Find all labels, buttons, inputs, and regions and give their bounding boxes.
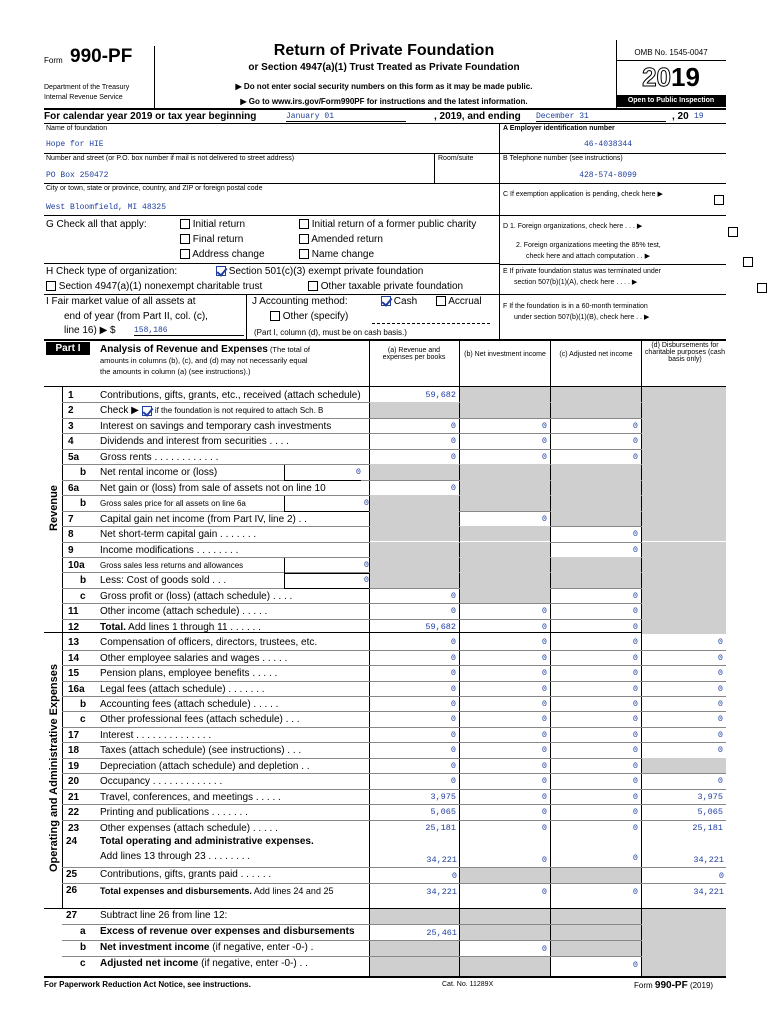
line-value-c[interactable]: 0 [632, 668, 638, 679]
line-number: 10a [68, 559, 85, 571]
amended-return-checkbox[interactable] [299, 234, 309, 244]
line-value-c[interactable]: 0 [632, 729, 638, 740]
line-number: 9 [68, 544, 74, 556]
line-26-col-d[interactable]: 34,221 [693, 887, 724, 897]
line-sub-letter: b [80, 498, 87, 510]
line-value-c[interactable]: 0 [632, 745, 638, 756]
address-change-option[interactable]: Address change [180, 249, 265, 260]
line-number: 19 [68, 760, 80, 772]
exemption-pending-checkbox[interactable] [714, 195, 724, 205]
line-description: Pension plans, employee benefits . . . . . [100, 668, 278, 680]
line-value-b[interactable]: 0 [541, 436, 547, 447]
line-27b-desc: Net investment income (if negative, enter -0-) . [100, 942, 314, 953]
line-26-number: 26 [66, 885, 78, 896]
line-27b-col-b[interactable]: 0 [541, 944, 547, 954]
line-number: 13 [68, 637, 80, 649]
line-value-b[interactable]: 0 [541, 760, 547, 771]
cash-option[interactable]: Cash [381, 296, 417, 307]
sixty-month-label-1: F If the foundation is in a 60-month termination [503, 303, 648, 310]
shaded-cell [642, 511, 726, 526]
line-value-a[interactable]: 0 [450, 482, 456, 493]
shaded-cell [460, 480, 550, 495]
line-number: 16a [68, 683, 85, 695]
line-description: Other professional fees (attach schedule) . . . [100, 714, 300, 726]
shaded-cell [642, 588, 726, 603]
line-number: 17 [68, 729, 80, 741]
line-10b-field[interactable]: 0 [284, 573, 369, 589]
line-description: Interest on savings and temporary cash investments [100, 420, 332, 432]
other-method-option[interactable]: Other (specify) [270, 311, 348, 322]
street-label: Number and street (or P.O. box number if mail is not delivered to street address) [46, 155, 295, 162]
open-public-badge: Open to Public Inspection [616, 95, 726, 107]
line-25-col-b-shaded [460, 868, 550, 883]
line-value-d[interactable]: 0 [717, 683, 723, 694]
line-24-desc-1: Total operating and administrative expenses. [100, 836, 314, 847]
line-value-c[interactable]: 0 [632, 714, 638, 725]
line-value-c[interactable]: 0 [632, 807, 638, 818]
former-public-charity-checkbox[interactable] [299, 219, 309, 229]
other-method-checkbox[interactable] [270, 311, 280, 321]
address-change-checkbox[interactable] [180, 249, 190, 259]
line-number: 11 [68, 606, 79, 618]
sch-b-checkbox[interactable] [142, 406, 152, 416]
foreign-org-checkbox[interactable] [728, 227, 738, 237]
page-subtitle: or Section 4947(a)(1) Trust Treated as Private Foundation [248, 62, 520, 73]
line-value-b[interactable]: 0 [541, 776, 547, 787]
line-sub-letter: c [80, 714, 86, 726]
name-change-option[interactable]: Name change [299, 249, 374, 260]
line-value-c[interactable]: 0 [632, 791, 638, 802]
line-number: 12 [68, 621, 80, 633]
line-value-a[interactable]: 0 [450, 760, 456, 771]
part-1-badge: Part I [46, 342, 90, 355]
shaded-cell [642, 572, 726, 587]
dept-line2: Internal Revenue Service [44, 94, 123, 101]
shaded-cell [370, 542, 459, 557]
shaded-cell [642, 495, 726, 510]
line-number: 7 [68, 513, 74, 525]
shaded-cell [642, 418, 726, 433]
shaded-cell [460, 526, 550, 541]
shaded-cell [370, 572, 459, 587]
line-description: Legal fees (attach schedule) . . . . . . . [100, 683, 265, 695]
accrual-option[interactable]: Accrual [436, 296, 482, 307]
line-value-c[interactable]: 0 [632, 621, 638, 632]
line-description: Income modifications . . . . . . . . [100, 544, 239, 556]
line-27b-label: b [80, 942, 87, 953]
line-number: 18 [68, 745, 80, 757]
line-6b-field[interactable]: 0 [284, 496, 369, 512]
fmv-label-3: line 16) ▶ $ [64, 325, 116, 336]
line-value-c[interactable]: 0 [632, 760, 638, 771]
line-description: Contributions, gifts, grants, etc., received (attach schedule) [100, 390, 361, 401]
line-value-b[interactable]: 0 [541, 729, 547, 740]
line-value-b[interactable]: 0 [541, 420, 547, 431]
line-value-a[interactable]: 5,065 [430, 807, 456, 818]
shaded-cell [551, 572, 641, 587]
line-value-c[interactable]: 0 [632, 420, 638, 431]
line-description: Printing and publications . . . . . . . [100, 807, 248, 819]
line-value-d[interactable]: 0 [717, 729, 723, 740]
initial-return-checkbox[interactable] [180, 219, 190, 229]
line-value-b[interactable]: 0 [541, 637, 547, 648]
line-description [100, 403, 323, 418]
other-method-field[interactable] [372, 323, 490, 324]
line-number: 22 [68, 807, 80, 819]
shaded-cell [551, 480, 641, 495]
line-value-b[interactable]: 0 [541, 822, 547, 833]
line-description: Gross sales price for all assets on line 6a [100, 499, 246, 509]
col-c-header: (c) Adjusted net income [559, 351, 633, 358]
shaded-cell [460, 464, 550, 479]
line-description: Other expenses (attach schedule) . . . . . [100, 822, 278, 834]
terminated-checkbox[interactable] [757, 283, 767, 293]
shaded-cell [551, 402, 641, 417]
line-sub-letter: b [80, 699, 87, 710]
line-value-a[interactable]: 0 [450, 714, 456, 725]
shaded-cell [642, 464, 726, 479]
shaded-cell [460, 588, 550, 603]
accrual-checkbox[interactable] [436, 296, 446, 306]
shaded-cell [370, 557, 459, 572]
line-value-a[interactable]: 0 [450, 590, 456, 601]
initial-return-option[interactable]: Initial return [180, 219, 245, 230]
line-value-d[interactable]: 0 [717, 652, 723, 663]
shaded-cell [642, 526, 726, 541]
line-description: Gross sales less returns and allowances [100, 560, 244, 570]
line-value-d[interactable]: 0 [717, 714, 723, 725]
line-value-a[interactable]: 0 [450, 745, 456, 756]
line-24-col-b[interactable]: 0 [541, 855, 547, 865]
foreign-org-label: D 1. Foreign organizations, check here . . . ▶ [503, 223, 643, 230]
line-value-b[interactable]: 0 [541, 621, 547, 632]
line-26-col-a[interactable]: 34,221 [426, 887, 457, 897]
line-24-col-c[interactable]: 0 [632, 853, 638, 863]
line-25-col-a[interactable]: 0 [451, 871, 457, 881]
line-27a-col-a[interactable]: 25,461 [426, 928, 457, 938]
line-value-a[interactable]: 0 [450, 699, 456, 709]
line-sub-letter: c [80, 590, 86, 602]
line-value-c[interactable]: 0 [632, 683, 638, 694]
name-change-checkbox[interactable] [299, 249, 309, 259]
line-value-c[interactable]: 0 [632, 451, 638, 462]
line-value-a[interactable]: 3,975 [430, 791, 456, 802]
omb-number: OMB No. 1545-0047 [634, 48, 708, 57]
line-value-c[interactable]: 0 [632, 699, 638, 709]
line-value-b[interactable]: 0 [541, 807, 547, 818]
line-24-col-a[interactable]: 34,221 [426, 855, 457, 865]
shaded-cell [370, 511, 459, 526]
line-26-col-c[interactable]: 0 [632, 887, 638, 897]
line-value-a[interactable]: 0 [450, 606, 456, 617]
line-description: Net gain or (loss) from sale of assets not on line 10 [100, 482, 326, 494]
line-description: Less: Cost of goods sold . . . [100, 575, 227, 587]
line-description: Capital gain net income (from Part IV, line 2) . . [100, 513, 307, 525]
line-27c-col-c[interactable]: 0 [632, 960, 638, 970]
shaded-cell [642, 603, 726, 618]
fmv-label-1: I Fair market value of all assets at [46, 296, 196, 307]
fmv-label-2: end of year (from Part II, col. (c), [64, 311, 208, 322]
line-description: Gross profit or (loss) (attach schedule) . . . . [100, 590, 293, 602]
shaded-cell [551, 464, 641, 479]
line-10a-field[interactable]: 0 [284, 558, 369, 574]
line-value-b[interactable]: 0 [541, 451, 547, 462]
end-date-field[interactable]: December 31 [536, 112, 666, 122]
amended-return-option[interactable]: Amended return [299, 234, 383, 245]
shaded-cell [551, 511, 641, 526]
4947-trust-checkbox[interactable] [46, 281, 56, 291]
cash-basis-note: (Part I, column (d), must be on cash basis.) [254, 328, 407, 337]
terminated-label-1: E If private foundation status was terminated under [503, 268, 661, 275]
check-all-label: G Check all that apply: [46, 219, 147, 230]
line-value-c[interactable]: 0 [632, 529, 638, 540]
line-description: Interest . . . . . . . . . . . . . . [100, 729, 212, 741]
line-value-c[interactable]: 0 [632, 544, 638, 555]
shaded-cell [460, 572, 550, 587]
col-a-header: (a) Revenue and expenses per books [382, 347, 446, 361]
line-value-b[interactable]: 0 [541, 745, 547, 756]
line-description: Compensation of officers, directors, trustees, etc. [100, 637, 318, 649]
fmv-field[interactable]: 158,186 [134, 326, 244, 336]
line-value-d[interactable]: 0 [717, 776, 723, 787]
shaded-cell [460, 542, 550, 557]
line-sub-letter: b [80, 575, 87, 587]
ssn-warning: ▶ Do not enter social security numbers on this form as it may be made public. [235, 82, 533, 91]
line-value-d[interactable]: 3,975 [697, 791, 723, 802]
line-24-desc-2: Add lines 13 through 23 . . . . . . . . [100, 851, 251, 862]
form-990pf-page [44, 40, 726, 991]
line-26-col-b[interactable]: 0 [541, 887, 547, 897]
501c3-option[interactable]: Section 501(c)(3) exempt private foundation [216, 266, 423, 277]
line-value-b[interactable]: 0 [541, 652, 547, 663]
line-value-c[interactable]: 0 [632, 776, 638, 787]
begin-date-field[interactable]: January 01 [286, 112, 406, 122]
col-b-header: (b) Net investment income [464, 351, 546, 358]
line-24-number: 24 [66, 836, 78, 847]
shaded-cell [460, 402, 550, 417]
line-description: Gross rents . . . . . . . . . . . . [100, 451, 219, 463]
org-type-label: H Check type of organization: [46, 266, 178, 277]
line-value-d[interactable]: 0 [717, 745, 723, 756]
line-27a-desc: Excess of revenue over expenses and disbursements [100, 926, 355, 937]
line-12-bold-label: Total. [100, 621, 126, 633]
line-number: 1 [68, 390, 74, 401]
terminated-label-2: section 507(b)(1)(A), check here . . . . ▶ [514, 279, 638, 286]
ein-field[interactable]: 46-4038344 [583, 140, 632, 149]
shaded-cell [642, 542, 726, 557]
foreign-85-label-2: check here and attach computation . . ▶ [526, 253, 651, 260]
line-26-desc: Total expenses and disbursements. Add lines 24 and 25 [100, 886, 334, 896]
line-value-c[interactable]: 0 [632, 590, 638, 601]
line-description [100, 620, 261, 635]
line-5b-field[interactable]: 0 [284, 465, 361, 481]
line-number: 3 [68, 420, 74, 432]
line-value-c[interactable]: 0 [632, 822, 638, 833]
dept-line1: Department of the Treasury [44, 84, 130, 91]
line-description: Other employee salaries and wages . . . . . [100, 652, 288, 664]
shaded-cell [642, 402, 726, 417]
shaded-cell [642, 433, 726, 448]
line-25-col-d[interactable]: 0 [718, 871, 724, 881]
line-value-d[interactable]: 0 [717, 668, 723, 679]
shaded-cell [370, 526, 459, 541]
line-value-c[interactable]: 0 [632, 637, 638, 648]
line-value-a[interactable]: 59,682 [425, 621, 456, 632]
line-value-d[interactable]: 0 [717, 637, 723, 648]
line-value-b[interactable]: 0 [541, 683, 547, 694]
line-description: Taxes (attach schedule) (see instructions) . . . [100, 745, 302, 757]
ein-label: A Employer identification number [503, 125, 615, 132]
former-public-charity-option[interactable]: Initial return of a former public charity [299, 219, 476, 230]
line-25-desc: Contributions, gifts, grants paid . . . . . . [100, 869, 272, 880]
form-number: 990-PF [70, 46, 133, 67]
line-number: 8 [68, 529, 74, 541]
line-27a-label: a [80, 926, 86, 937]
line-number: 15 [68, 668, 80, 680]
foundation-name-field[interactable]: Hope for HIE [46, 140, 104, 149]
shaded-cell [370, 402, 459, 417]
line-description: Depreciation (attach schedule) and depletion . . [100, 760, 310, 772]
other-taxable-checkbox[interactable] [308, 281, 318, 291]
line-description: Other income (attach schedule) . . . . . [100, 606, 268, 618]
instructions-link[interactable]: ▶ Go to www.irs.gov/Form990PF for instructions and the latest information. [240, 97, 528, 106]
line-25-number: 25 [66, 869, 78, 880]
line-value-b[interactable]: 0 [541, 791, 547, 802]
cat-number: Cat. No. 11289X [442, 981, 494, 988]
line-value-c[interactable]: 0 [632, 652, 638, 663]
sixty-month-label-2: under section 507(b)(1)(B), check here . . ▶ [514, 314, 650, 321]
line-value-b[interactable]: 0 [541, 513, 547, 524]
phone-label: B Telephone number (see instructions) [503, 155, 623, 162]
line-number: 23 [68, 822, 80, 834]
city-field[interactable]: West Bloomfield, MI 48325 [46, 203, 167, 212]
line-number: 14 [68, 652, 80, 664]
line-value-a[interactable]: 0 [450, 729, 456, 740]
line-number: 4 [68, 436, 74, 448]
line-value-d[interactable]: 0 [717, 699, 723, 709]
line-27c-label: c [80, 958, 86, 969]
line-value-a[interactable]: 0 [450, 637, 456, 648]
line-description: Net short-term capital gain . . . . . . . [100, 529, 257, 541]
shaded-cell [551, 495, 641, 510]
line-value-a[interactable]: 25,181 [425, 822, 456, 833]
shaded-cell [460, 387, 550, 402]
shaded-cell [460, 495, 550, 510]
line-value-c[interactable]: 0 [632, 606, 638, 617]
other-taxable-option[interactable]: Other taxable private foundation [308, 281, 463, 292]
final-return-checkbox[interactable] [180, 234, 190, 244]
shaded-cell [460, 557, 550, 572]
line-description: Accounting fees (attach schedule) . . . . . [100, 699, 279, 710]
line-value-a[interactable]: 0 [450, 436, 456, 447]
revenue-side-label: Revenue [48, 485, 60, 531]
501c3-checkbox[interactable] [216, 266, 226, 276]
shaded-cell [642, 619, 726, 634]
line-12-text: Add lines 1 through 11 . . . . . . [128, 621, 261, 633]
line-description: Dividends and interest from securities . . . . [100, 436, 289, 448]
paperwork-notice: For Paperwork Reduction Act Notice, see instructions. [44, 980, 251, 989]
shaded-cell [551, 387, 641, 402]
street-field[interactable]: PO Box 250472 [46, 171, 109, 180]
line-value-a[interactable]: 0 [450, 652, 456, 663]
exemption-pending-label: C If exemption application is pending, check here ▶ [503, 191, 663, 198]
line-27-number: 27 [66, 910, 78, 921]
shaded-cell [642, 758, 726, 773]
foreign-85-checkbox[interactable] [743, 257, 753, 267]
line-value-a[interactable]: 0 [450, 420, 456, 431]
name-label: Name of foundation [46, 125, 108, 132]
line-value-b[interactable]: 0 [541, 668, 547, 679]
form-word: Form [44, 56, 63, 65]
line-description: Net rental income or (loss) [100, 467, 218, 479]
shaded-cell [642, 480, 726, 495]
line-sub-letter: b [80, 467, 87, 479]
expenses-side-label: Operating and Administrative Expenses [48, 663, 60, 873]
and-ending-label: , 2019, and ending [434, 111, 521, 122]
footer-form-id: Form 990-PF (2019) [634, 980, 714, 991]
foreign-85-label-1: 2. Foreign organizations meeting the 85% test, [516, 242, 661, 249]
line-number: 5a [68, 451, 80, 463]
line-24-col-d[interactable]: 34,221 [693, 855, 724, 865]
cash-checkbox[interactable] [381, 296, 391, 306]
line-number: 20 [68, 776, 80, 788]
line-value-b[interactable]: 0 [541, 606, 547, 617]
page-title: Return of Private Foundation [273, 42, 495, 59]
end-year-field[interactable]: 19 [694, 112, 704, 121]
line-value-d[interactable]: 5,065 [697, 807, 723, 818]
col-d-header: (d) Disbursements for charitable purposes (cash basis only) [644, 342, 726, 363]
shaded-cell [370, 464, 459, 479]
shaded-cell [642, 387, 726, 402]
line-number: 21 [68, 791, 80, 803]
phone-field[interactable]: 428-574-8099 [579, 171, 637, 180]
line-value-c[interactable]: 0 [632, 436, 638, 447]
line-27-desc: Subtract line 26 from line 12: [100, 910, 228, 921]
tax-year: 2019 [642, 62, 700, 92]
line-value-b[interactable]: 0 [541, 699, 547, 709]
final-return-option[interactable]: Final return [180, 234, 243, 245]
line-value-d[interactable]: 25,181 [692, 822, 723, 833]
line-value-a[interactable]: 0 [450, 451, 456, 462]
calendar-year-label: For calendar year 2019 or tax year beginning [44, 111, 257, 122]
line-number: 2 [68, 405, 74, 417]
part-1-heading: Analysis of Revenue and Expenses (The total of amounts in columns (b), (c), and (d) may not necessarily equal the amounts in column (a) (see instructions).) [100, 344, 310, 376]
4947-trust-option[interactable]: Section 4947(a)(1) nonexempt charitable trust [46, 281, 262, 292]
end-year-prefix: , 20 [672, 111, 689, 122]
line-2-text: if the foundation is not required to attach Sch. B [154, 406, 324, 416]
shaded-cell [551, 557, 641, 572]
shaded-cell [642, 557, 726, 572]
line-27c-desc: Adjusted net income (if negative, enter -0-) . . [100, 958, 308, 969]
city-label: City or town, state or province, country, and ZIP or foreign postal code [46, 185, 263, 192]
line-description: Travel, conferences, and meetings . . . . . [100, 791, 281, 803]
accounting-method-label: J Accounting method: [252, 296, 348, 307]
line-value-a[interactable]: 0 [450, 668, 456, 679]
line-value-a[interactable]: 0 [450, 776, 456, 787]
line-number: 6a [68, 482, 80, 494]
shaded-cell [642, 449, 726, 464]
line-value-b[interactable]: 0 [541, 714, 547, 725]
line-description: Occupancy . . . . . . . . . . . . . [100, 776, 223, 788]
line-value-a[interactable]: 0 [450, 683, 456, 694]
shaded-cell [370, 495, 459, 510]
line-25-col-c-shaded [551, 868, 641, 883]
room-label: Room/suite [438, 155, 474, 162]
line-value-a[interactable]: 59,682 [425, 390, 456, 400]
line-2-check-label: Check ▶ [100, 405, 139, 417]
